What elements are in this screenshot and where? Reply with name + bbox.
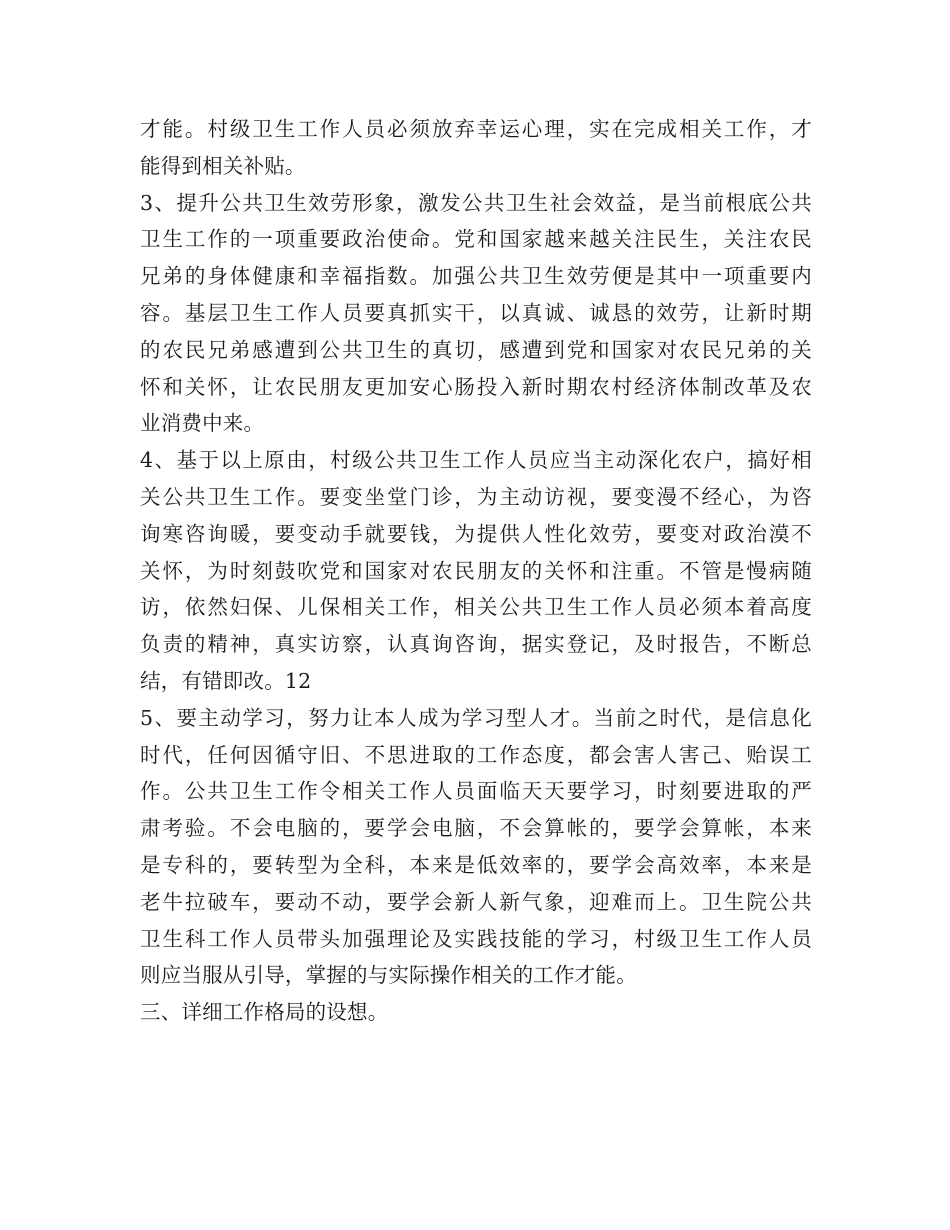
text-line: 的农民兄弟感遭到公共卫生的真切，感遭到党和国家对农民兄弟的关 xyxy=(140,337,812,362)
text-line: 询寒咨询暖，要变动手就要钱，为提供人性化效劳，要变对政治漠不 xyxy=(140,521,812,546)
text-line: 老牛拉破车，要动不动，要学会新人新气象，迎难而上。卫生院公共 xyxy=(140,889,812,914)
document-body xyxy=(140,111,812,1031)
text-line: 三、详细工作格局的设想。 xyxy=(140,1000,389,1025)
text-line: 才能。村级卫生工作人员必须放弃幸运心理，实在完成相关工作，才 xyxy=(140,117,812,141)
text-line: 卫生科工作人员带头加强理论及实践技能的学习，村级卫生工作人员 xyxy=(140,926,812,951)
text-line: 卫生工作的一项重要政治使命。党和国家越来越关注民生，关注农民 xyxy=(140,227,812,252)
text-line: 关怀，为时刻鼓吹党和国家对农民朋友的关怀和注重。不管是慢病随 xyxy=(140,558,812,583)
text-line: 4、基于以上原由，村级公共卫生工作人员应当主动深化农户，搞好相 xyxy=(140,448,812,473)
text-line: 怀和关怀，让农民朋友更加安心肠投入新时期农村经济体制改革及农 xyxy=(140,374,812,399)
paragraph-2 xyxy=(140,185,812,443)
text-line: 作。公共卫生工作令相关工作人员面临天天要学习，时刻要进取的严 xyxy=(140,779,812,804)
text-line: 业消费中来。 xyxy=(140,411,265,436)
paragraph-4 xyxy=(140,700,812,994)
text-line: 结，有错即改。12 xyxy=(140,668,312,693)
paragraph-3 xyxy=(140,442,812,700)
section-heading xyxy=(140,994,812,1031)
text-line: 兄弟的身体健康和幸福指数。加强公共卫生效劳便是其中一项重要内 xyxy=(140,264,812,289)
text-line: 容。基层卫生工作人员要真抓实干，以真诚、诚恳的效劳，让新时期 xyxy=(140,300,812,325)
text-line: 肃考验。不会电脑的，要学会电脑，不会算帐的，要学会算帐，本来 xyxy=(140,816,812,841)
text-line: 关公共卫生工作。要变坐堂门诊，为主动访视，要变漫不经心，为咨 xyxy=(140,484,812,509)
text-line: 5、要主动学习，努力让本人成为学习型人才。当前之时代，是信息化 xyxy=(140,705,812,730)
paragraph-1 xyxy=(140,111,812,185)
text-line: 时代，任何因循守旧、不思进取的工作态度，都会害人害己、贻误工 xyxy=(140,742,812,767)
text-line: 能得到相关补贴。 xyxy=(140,153,306,178)
text-line: 是专科的，要转型为全科，本来是低效率的，要学会高效率，本来是 xyxy=(140,852,812,877)
text-line: 访，依然妇保、儿保相关工作，相关公共卫生工作人员必须本着高度 xyxy=(140,595,812,620)
text-line: 3、提升公共卫生效劳形象，激发公共卫生社会效益，是当前根底公共 xyxy=(140,190,812,215)
text-line: 则应当服从引导，掌握的与实际操作相关的工作才能。 xyxy=(140,963,637,988)
text-line: 负责的精神，真实访察，认真询咨询，据实登记，及时报告，不断总 xyxy=(140,632,812,657)
